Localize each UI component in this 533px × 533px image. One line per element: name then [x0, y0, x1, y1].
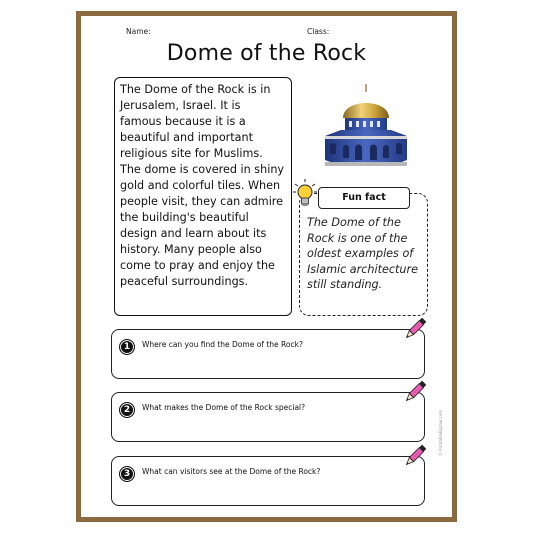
class-label: Class:: [307, 27, 330, 36]
pencil-icon: [402, 316, 428, 342]
worksheet: [81, 16, 452, 517]
credit-text: © PrintableBazaar.com: [438, 409, 443, 456]
pencil-icon: [402, 443, 428, 469]
question-box-2[interactable]: [111, 392, 425, 442]
question-box-3[interactable]: [111, 456, 425, 506]
question-text: What makes the Dome of the Rock special?: [142, 403, 306, 412]
page-title: Dome of the Rock: [166, 41, 367, 66]
pencil-icon: [402, 379, 428, 405]
reading-passage: The Dome of the Rock is in Jerusalem, Israel. It is famous because it is a beautiful and important religious site for Muslims. The dome is covered in shiny gold and colorful tiles. When people visit, they can admire the building's beautiful design and learn about its history. Many people also come to pray and enjoy the peaceful surroundings.: [114, 77, 292, 316]
question-number: 1: [119, 339, 135, 355]
dome-illustration: [321, 82, 411, 168]
question-number: 3: [119, 466, 135, 482]
question-box-1[interactable]: [111, 329, 425, 379]
lightbulb-icon: [293, 178, 317, 210]
name-label: Name:: [126, 27, 151, 36]
question-text: Where can you find the Dome of the Rock?: [142, 340, 303, 349]
fun-fact-text: The Dome of the Rock is one of the oldest examples of Islamic architecture still standing.: [307, 216, 418, 291]
question-number: 2: [119, 402, 135, 418]
fun-fact-label: Fun fact: [318, 187, 410, 209]
question-text: What can visitors see at the Dome of the Rock?: [142, 467, 321, 476]
